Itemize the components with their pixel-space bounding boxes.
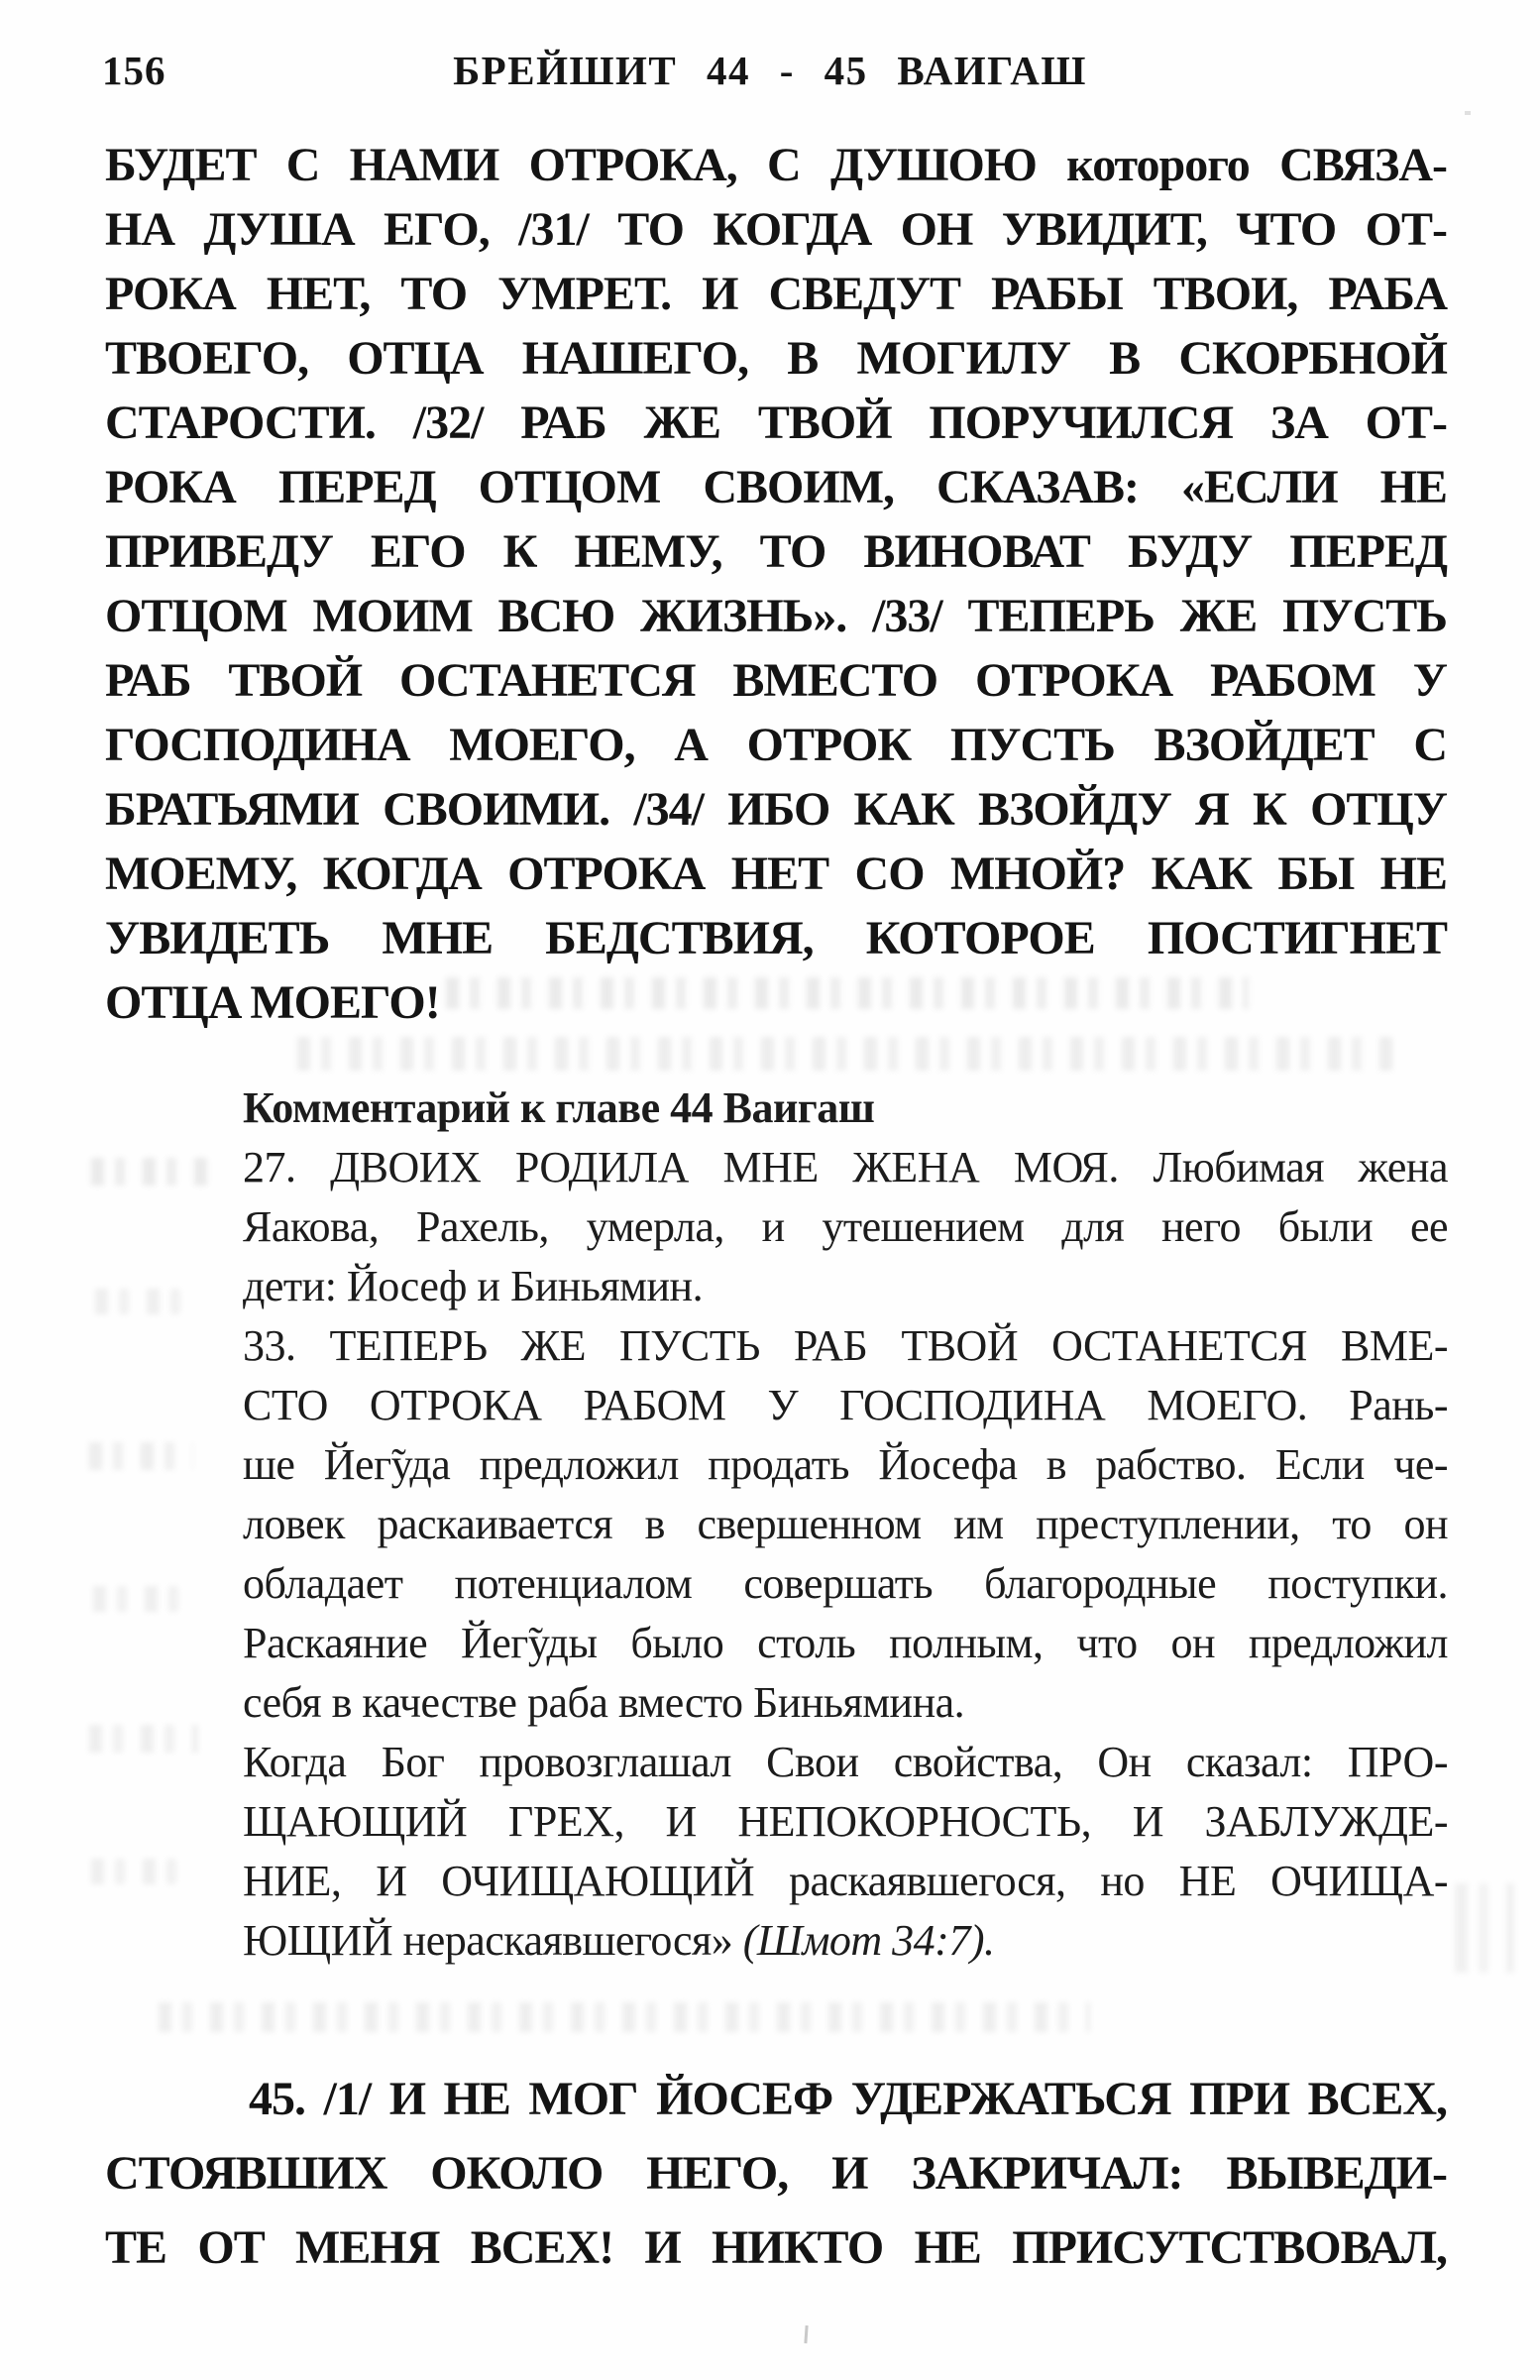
commentary-body	[243, 1138, 1448, 1971]
text-line: ТЕ ОТ МЕНЯ ВСЕХ! И НИКТО НЕ ПРИСУТСТВОВАЛ,	[105, 2221, 1447, 2274]
torah-text-chapter-45	[105, 2062, 1447, 2285]
torah-text-chapter-44	[105, 133, 1447, 1035]
source-reference: (Шмот 34:7).	[742, 1916, 995, 1965]
text-line: БРАТЬЯМИ СВОИМИ. /34/ ИБО КАК ВЗОЙДУ Я К ОТЦУ	[105, 783, 1447, 836]
text-line	[243, 1911, 1448, 1971]
running-head	[0, 44, 1540, 97]
text-line: себя в качестве раба вместо Биньямина.	[243, 1678, 965, 1727]
text-line: НА ДУША ЕГО, /31/ ТО КОГДА ОН УВИДИТ, ЧТО ОТ-	[105, 203, 1447, 256]
page-number: 156	[102, 48, 166, 93]
text-line: РАБ ТВОЙ ОСТАНЕТСЯ ВМЕСТО ОТРОКА РАБОМ У	[105, 654, 1447, 707]
commentary-section	[243, 1078, 1448, 1971]
bleed-through-artifact	[297, 1037, 1397, 1071]
text-run: ЮЩИЙ нераскаявшегося»	[243, 1916, 743, 1965]
text-line: ПРИВЕДУ ЕГО К НЕМУ, ТО ВИНОВАТ БУДУ ПЕРЕД	[105, 525, 1447, 578]
bleed-through-artifact	[159, 2002, 1090, 2032]
text-line: РОКА ПЕРЕД ОТЦОМ СВОИМ, СКАЗАВ: «ЕСЛИ НЕ	[105, 461, 1447, 513]
text-line: СТО ОТРОКА РАБОМ У ГОСПОДИНА МОЕГО. Рань-	[243, 1381, 1448, 1429]
text-line: обладает потенциалом совершать благородные поступки.	[243, 1559, 1448, 1608]
scan-speck	[1465, 111, 1471, 115]
text-line: БУДЕТ С НАМИ ОТРОКА, С ДУШОЮ которого СВЯЗА-	[105, 139, 1447, 191]
text-line: МОЕМУ, КОГДА ОТРОКА НЕТ СО МНОЙ? КАК БЫ НЕ	[105, 848, 1447, 900]
text-line: Яакова, Рахель, умерла, и утешением для него были ее	[243, 1202, 1448, 1251]
text-line: дети: Йосеф и Биньямин.	[243, 1262, 704, 1310]
text-line: ше Йег̃уда предложил продать Йосефа в рабство. Если че-	[243, 1440, 1448, 1489]
bleed-through-artifact	[95, 1289, 182, 1314]
bleed-through-artifact	[89, 1442, 193, 1470]
text-line: ловек раскаивается в свершенном им преступлении, то он	[243, 1500, 1448, 1548]
text-line: 33. ТЕПЕРЬ ЖЕ ПУСТЬ РАБ ТВОЙ ОСТАНЕТСЯ ВМЕ-	[243, 1321, 1448, 1370]
bleed-through-artifact	[91, 1859, 190, 1884]
text-line: 27. ДВОИХ РОДИЛА МНЕ ЖЕНА МОЯ. Любимая жена	[243, 1143, 1448, 1191]
text-line: ЩАЮЩИЙ ГРЕХ, И НЕПОКОРНОСТЬ, И ЗАБЛУЖДЕ-	[243, 1797, 1448, 1846]
text-line: СТАРОСТИ. /32/ РАБ ЖЕ ТВОЙ ПОРУЧИЛСЯ ЗА ОТ-	[105, 397, 1447, 449]
bleed-through-artifact	[91, 1158, 208, 1186]
bleed-through-artifact	[93, 1586, 187, 1612]
text-line: РОКА НЕТ, ТО УМРЕТ. И СВЕДУТ РАБЫ ТВОИ, РАБА	[105, 268, 1447, 320]
text-line: ОТЦОМ МОИМ ВСЮ ЖИЗНЬ». /33/ ТЕПЕРЬ ЖЕ ПУСТЬ	[105, 590, 1447, 642]
commentary-heading: Комментарий к главе 44 Ваигаш	[243, 1083, 875, 1132]
running-title: БРЕЙШИТ 44 - 45 ВАИГАШ	[453, 48, 1087, 93]
text-line: НИЕ, И ОЧИЩАЮЩИЙ раскаявшегося, но НЕ ОЧИЩА-	[243, 1857, 1448, 1905]
text-line: СТОЯВШИХ ОКОЛО НЕГО, И ЗАКРИЧАЛ: ВЫВЕДИ-	[105, 2147, 1447, 2200]
text-line: УВИДЕТЬ МНЕ БЕДСТВИЯ, КОТОРОЕ ПОСТИГНЕТ	[105, 912, 1447, 964]
scan-speck	[804, 2325, 808, 2343]
bleed-through-artifact	[1455, 1883, 1514, 1973]
text-line: Когда Бог провозглашал Свои свойства, Он сказал: ПРО-	[243, 1738, 1448, 1786]
text-line: ОТЦА МОЕГО!	[105, 976, 440, 1029]
text-line: ГОСПОДИНА МОЕГО, А ОТРОК ПУСТЬ ВЗОЙДЕТ С	[105, 719, 1447, 771]
text-line: 45. /1/ И НЕ МОГ ЙОСЕФ УДЕРЖАТЬСЯ ПРИ ВСЕХ,	[249, 2073, 1447, 2125]
text-line: ТВОЕГО, ОТЦА НАШЕГО, В МОГИЛУ В СКОРБНОЙ	[105, 332, 1447, 385]
text-line: Раскаяние Йег̃уды было столь полным, что он предложил	[243, 1619, 1448, 1667]
bleed-through-artifact	[89, 1725, 198, 1753]
